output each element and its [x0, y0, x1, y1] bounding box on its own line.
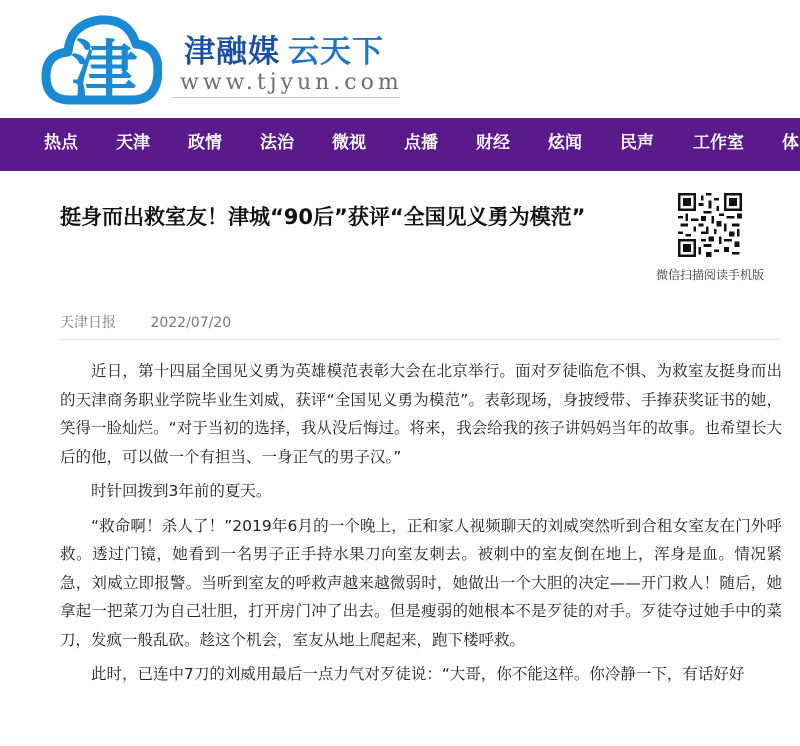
nav-item-sports[interactable]: 体: [782, 133, 799, 153]
article-meta: [60, 312, 231, 332]
tjyun-logo[interactable]: [40, 8, 162, 108]
nav-item-finance[interactable]: 财经: [476, 133, 510, 153]
nav-item-law[interactable]: 法治: [260, 133, 294, 153]
site-domain[interactable]: www.tjyun.com: [180, 70, 403, 95]
article-date: 2022/07/20: [150, 315, 232, 331]
article-source: 天津日报: [60, 315, 116, 331]
brand-part2: 云天下: [288, 34, 384, 70]
article-body: [60, 357, 782, 695]
article-paragraph: 近日，第十四届全国见义勇为英雄模范表彰大会在北京举行。面对歹徒临危不惧、为救室友挺身而出的天津商务职业学院毕业生刘威，获评“全国见义勇为模范”。表彰现场，身披绶带、手捧获奖证书的她，笑得一脸灿烂。“对于当初的选择，我从没后悔过。将来，我会给我的孩子讲妈妈当年的故事。也希望长大后的他，可以做一个有担当、一身正气的男子汉。”: [60, 362, 782, 466]
nav-item-studio[interactable]: 工作室: [693, 133, 744, 153]
brand-name: [184, 26, 384, 71]
brand-part1: 津融媒: [184, 34, 280, 70]
nav-item-hot[interactable]: 热点: [44, 133, 78, 153]
nav-item-news[interactable]: 炫闻: [548, 133, 582, 153]
article-paragraph: 此时，已连中7刀的刘威用最后一点力气对歹徒说：“大哥，你不能这样。你冷静一下，有话好好: [91, 665, 745, 683]
site-header: [0, 0, 800, 118]
logo-char: 津: [71, 33, 137, 108]
qr-caption: 微信扫描阅读手机版: [655, 268, 764, 282]
nav-item-video[interactable]: 微视: [332, 133, 366, 153]
nav-item-tianjin[interactable]: 天津: [116, 133, 150, 153]
article-paragraph: 时针回拨到3年前的夏天。: [91, 482, 272, 500]
qr-code-icon: [678, 193, 742, 257]
article-paragraph: “救命啊！杀人了！”2019年6月的一个晚上，正和家人视频聊天的刘威突然听到合租女室友在门外呼救。透过门镜，她看到一名男子正手持水果刀向室友刺去。被刺中的室友倒在地上，浑身是血。情况紧急，刘威立即报警。当听到室友的呼救声越来越微弱时，她做出一个大胆的决定——开门救人！随后，她拿起一把菜刀为自己壮胆，打开房门冲了出去。但是瘦弱的她根本不是歹徒的对手。歹徒夺过她手中的菜刀，发疯一般乱砍。趁这个机会，室友从地上爬起来，跑下楼呼救。: [60, 516, 782, 649]
nav-item-politics[interactable]: 政情: [188, 133, 222, 153]
nav-item-vod[interactable]: 点播: [404, 133, 438, 153]
article-title: 挺身而出救室友！津城“90后”获评“全国见义勇为模范”: [60, 205, 586, 229]
brand-divider: [172, 97, 400, 98]
meta-divider: [60, 339, 782, 340]
main-nav: [0, 118, 800, 171]
nav-item-voice[interactable]: 民声: [620, 133, 654, 153]
